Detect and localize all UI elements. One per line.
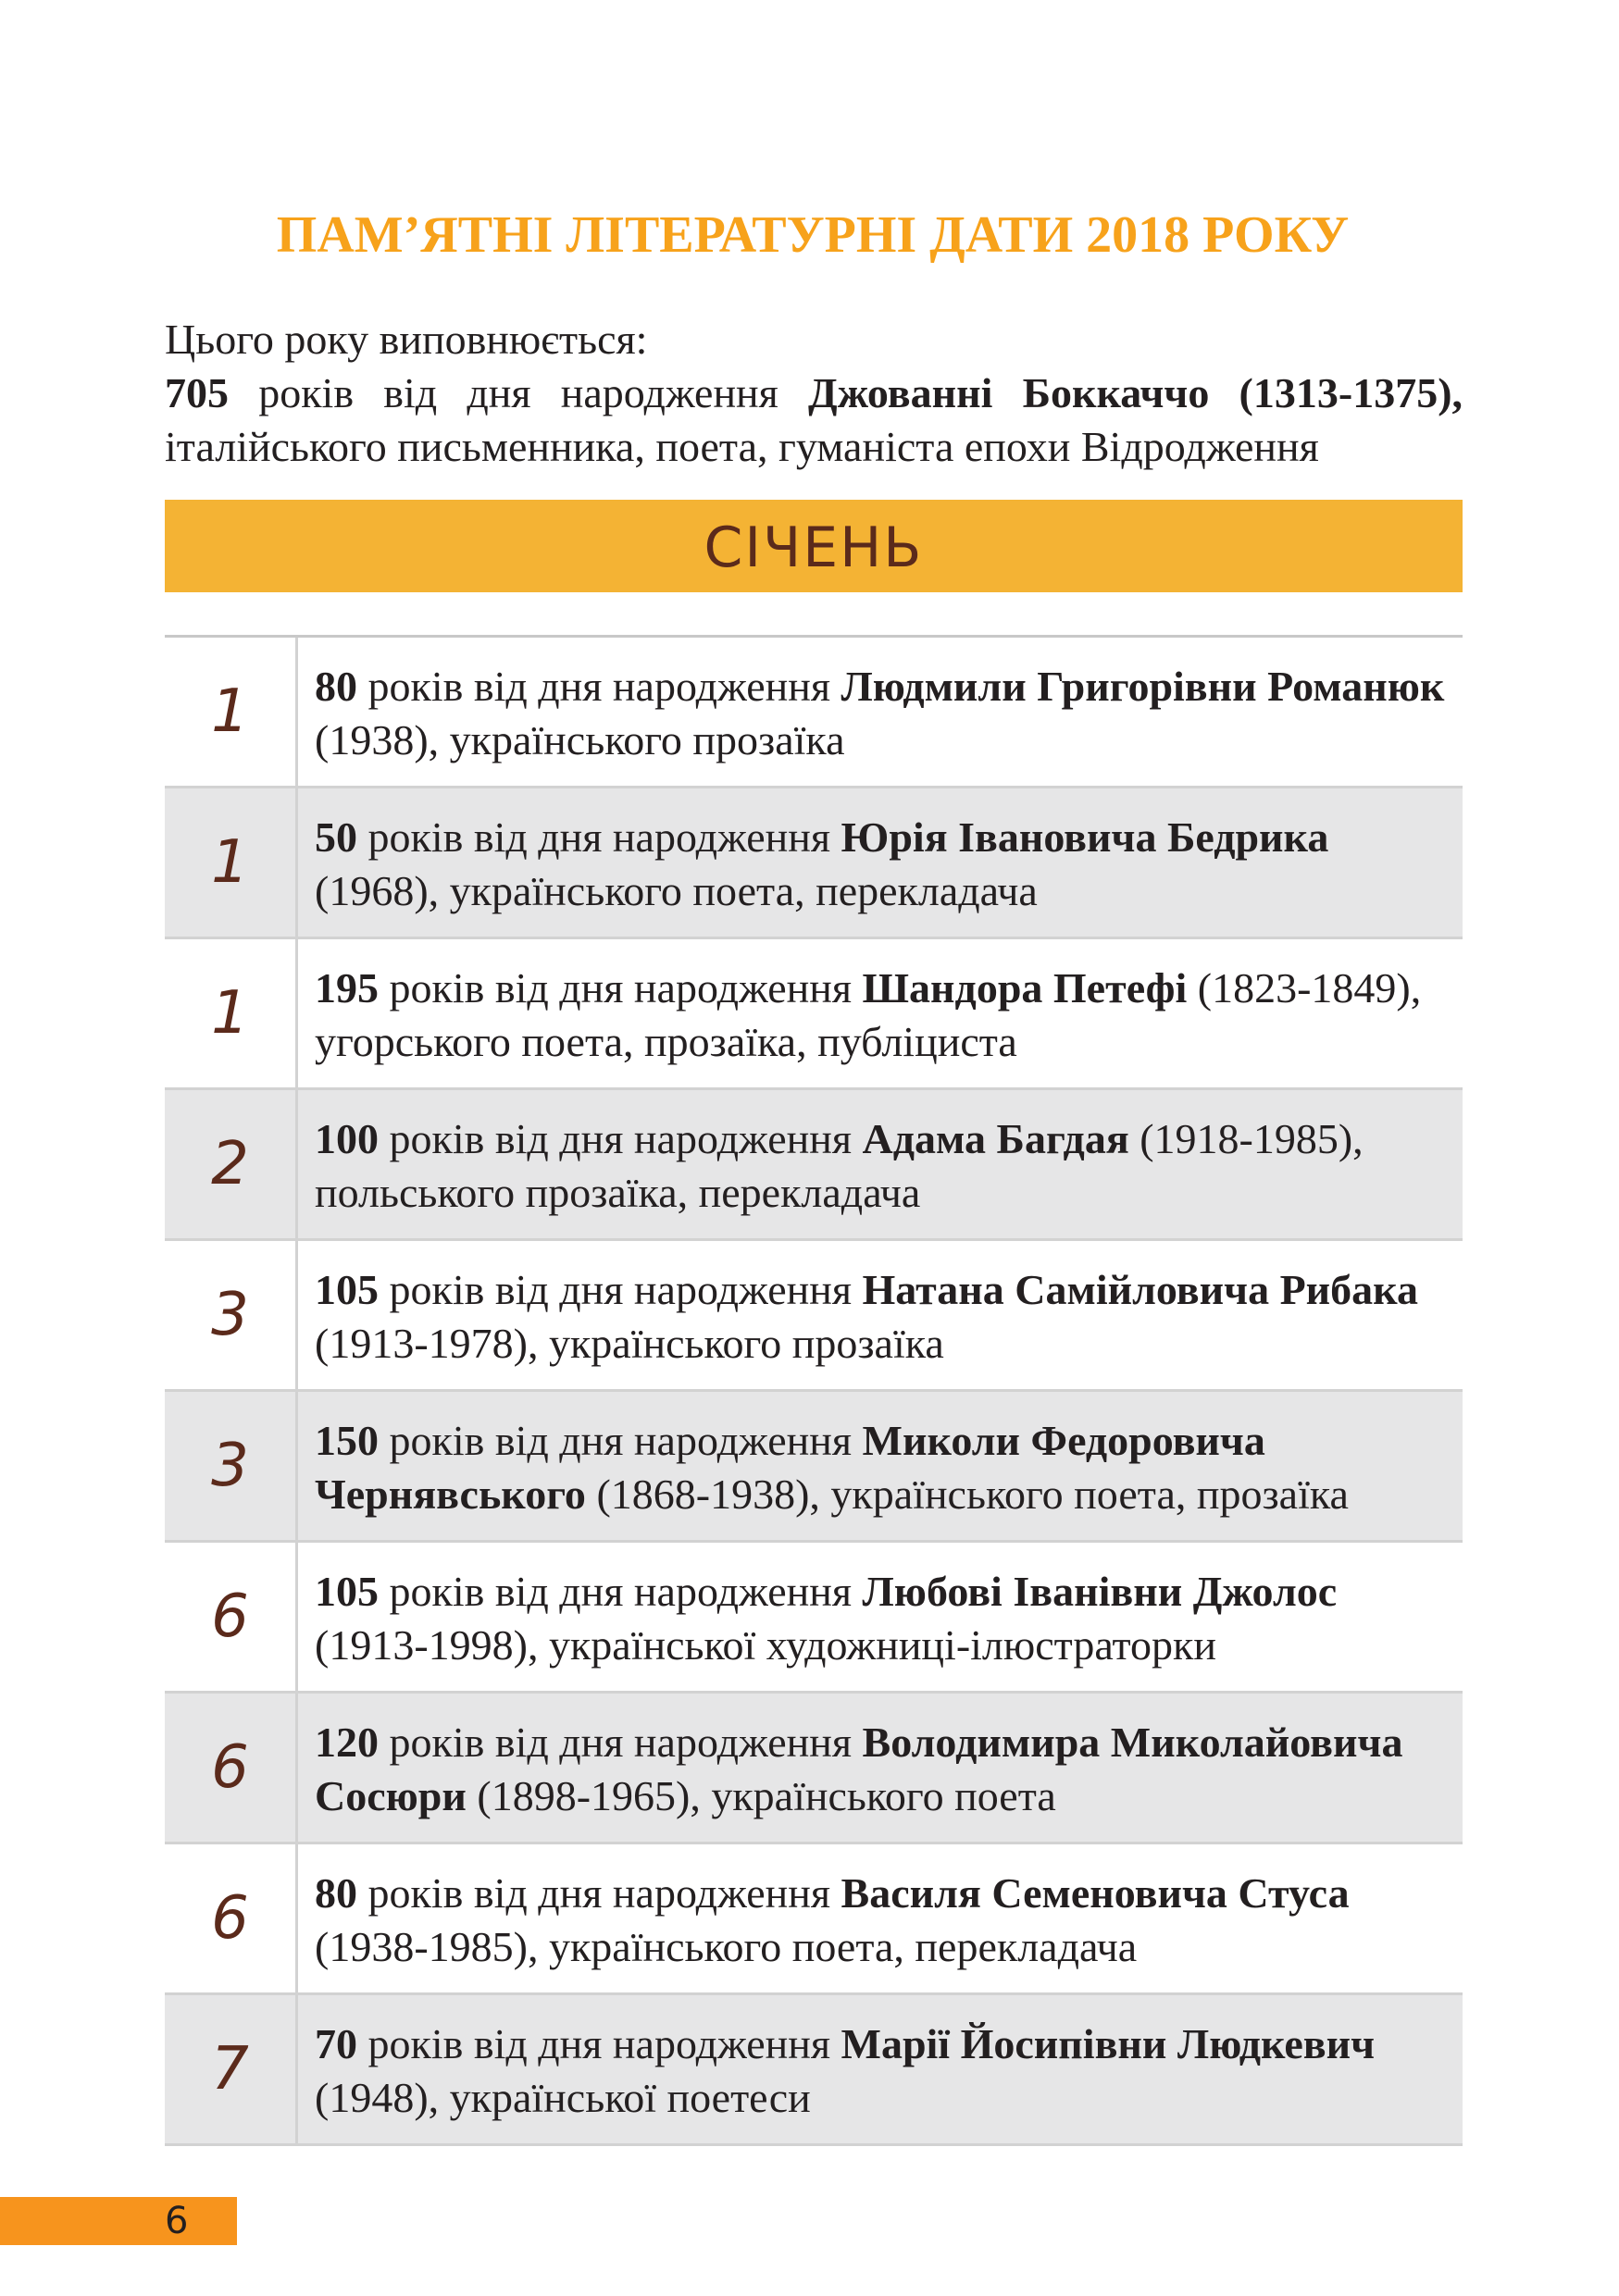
event-details: (1898-1965), українського поета (466, 1772, 1056, 1819)
event-details: (1938-1985), українського поета, перекладача (315, 1923, 1138, 1970)
event-row (165, 1995, 1463, 2146)
event-day: 3 (165, 1241, 298, 1389)
event-years: 100 (315, 1115, 379, 1162)
event-person: Василя Семеновича Стуса (841, 1869, 1350, 1917)
event-details: (1913-1998), української художниці-ілюстраторки (315, 1621, 1217, 1669)
event-details: (1823-1849), угорського поета, прозаїка, публіциста (315, 964, 1422, 1065)
event-person: Людмили Григорівни Романюк (841, 663, 1445, 710)
event-years: 50 (315, 813, 357, 861)
event-years: 105 (315, 1568, 379, 1615)
intro-name: Джованні Боккаччо (1313-1375), (808, 369, 1463, 416)
event-years: 150 (315, 1417, 379, 1464)
intro-description: італійського письменника, поета, гуманіста епохи Відродження (165, 423, 1319, 470)
event-person: Миколи Федоровича Чернявського (315, 1417, 1265, 1518)
event-day: 1 (165, 788, 298, 937)
event-description (298, 939, 1463, 1087)
event-details: (1938), українського прозаїка (315, 716, 845, 763)
event-lead: років від дня народження (357, 1869, 841, 1917)
event-details: (1918-1985), польського прозаїка, перекладача (315, 1115, 1364, 1216)
intro-years: 705 (165, 369, 229, 416)
event-years: 195 (315, 964, 379, 1011)
event-day: 6 (165, 1844, 298, 1992)
event-day: 1 (165, 638, 298, 786)
event-day: 1 (165, 939, 298, 1087)
event-lead: років від дня народження (379, 1115, 863, 1162)
event-row (165, 1694, 1463, 1844)
event-description (298, 1694, 1463, 1842)
event-details: (1868-1938), українського поета, прозаїка (585, 1471, 1349, 1518)
event-description (298, 1392, 1463, 1540)
event-description (298, 1241, 1463, 1389)
event-lead: років від дня народження (379, 1719, 863, 1766)
event-person: Юрія Івановича Бедрика (841, 813, 1329, 861)
event-day: 2 (165, 1090, 298, 1238)
event-lead: років від дня народження (357, 2020, 841, 2067)
event-person: Адама Багдая (862, 1115, 1129, 1162)
page-title: ПАМ’ЯТНІ ЛІТЕРАТУРНІ ДАТИ 2018 РОКУ (276, 206, 1350, 264)
event-row (165, 1090, 1463, 1241)
intro-lead: Цього року виповнюється: (165, 316, 648, 363)
event-details: (1948), української поетеси (315, 2074, 811, 2121)
event-row (165, 1392, 1463, 1543)
month-label: СІЧЕНЬ (704, 515, 924, 580)
event-details: (1913-1978), українського прозаїка (315, 1320, 944, 1367)
event-years: 80 (315, 1869, 357, 1917)
event-lead: років від дня народження (379, 1266, 863, 1313)
event-row (165, 1543, 1463, 1694)
event-row (165, 939, 1463, 1090)
event-details: (1968), українського поета, перекладача (315, 867, 1038, 914)
page-number-tab (0, 2197, 237, 2245)
event-description (298, 1844, 1463, 1992)
event-years: 105 (315, 1266, 379, 1313)
event-description (298, 638, 1463, 786)
event-row (165, 1241, 1463, 1392)
event-person: Марії Йосипівни Людкевич (841, 2020, 1376, 2067)
event-lead: років від дня народження (357, 663, 841, 710)
event-person: Володимира Миколайовича Сосюри (315, 1719, 1403, 1819)
event-description (298, 1995, 1463, 2143)
event-person: Натана Самійловича Рибака (862, 1266, 1418, 1313)
event-row (165, 788, 1463, 939)
event-day: 3 (165, 1392, 298, 1540)
event-day: 7 (165, 1995, 298, 2143)
event-description (298, 1543, 1463, 1691)
events-table (165, 635, 1463, 2146)
event-description (298, 788, 1463, 937)
event-years: 80 (315, 663, 357, 710)
event-person: Шандора Петефі (862, 964, 1188, 1011)
event-day: 6 (165, 1543, 298, 1691)
month-header (165, 500, 1463, 592)
event-description (298, 1090, 1463, 1238)
event-person: Любові Іванівни Джолос (862, 1568, 1338, 1615)
event-years: 70 (315, 2020, 357, 2067)
intro-years-text: років від дня народження (229, 369, 809, 416)
event-row (165, 1844, 1463, 1995)
event-lead: років від дня народження (357, 813, 841, 861)
event-years: 120 (315, 1719, 379, 1766)
event-lead: років від дня народження (379, 1417, 863, 1464)
page-number: 6 (165, 2200, 189, 2242)
intro-block (165, 313, 1463, 474)
event-lead: років від дня народження (379, 1568, 863, 1615)
event-row (165, 638, 1463, 788)
event-lead: років від дня народження (379, 964, 863, 1011)
intro-anniversary (165, 366, 1463, 420)
event-day: 6 (165, 1694, 298, 1842)
